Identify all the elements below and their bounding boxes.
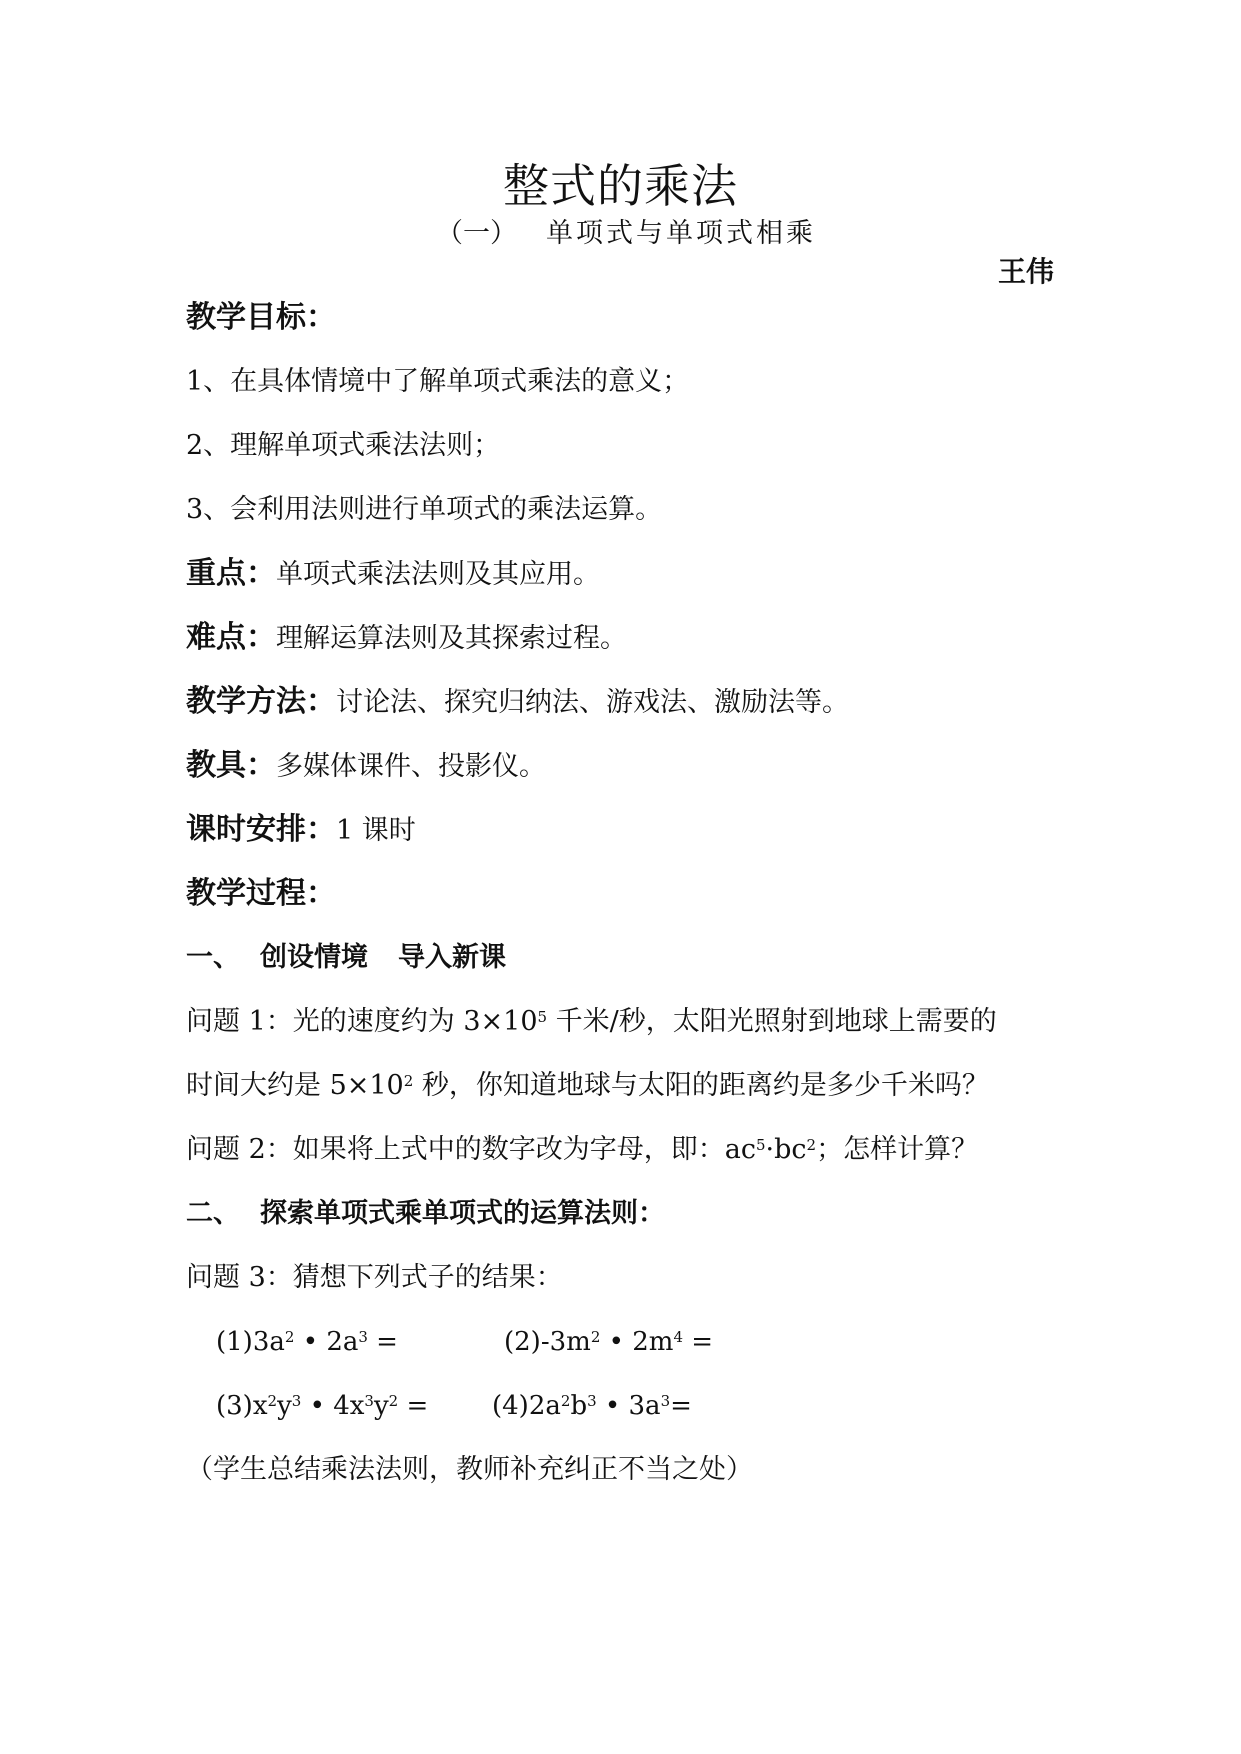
methods-label: 教学方法： xyxy=(186,684,336,719)
key-point xyxy=(186,556,600,593)
difficulty-label: 难点： xyxy=(186,620,276,655)
exercise-3-term-a2: y xyxy=(277,1391,292,1421)
difficulty-text: 理解运算法则及其探索过程。 xyxy=(276,623,627,654)
exercise-3-exponent-a2: 3 xyxy=(291,1392,302,1411)
exercise-4-term-a2: b xyxy=(570,1391,588,1421)
section-2-heading xyxy=(186,1196,665,1232)
exercise-3-term-b2: y xyxy=(373,1391,389,1421)
exercise-4 xyxy=(492,1388,692,1424)
exercise-3-exponent-b2: 2 xyxy=(388,1392,399,1411)
exercise-4-exponent-a: 2 xyxy=(560,1392,571,1411)
exercise-4-term-a: 2a xyxy=(528,1391,561,1421)
exercise-4-equals: = xyxy=(670,1391,692,1421)
question-2-exponent-a: 5 xyxy=(755,1136,766,1154)
difficulty xyxy=(186,620,627,657)
key-point-label: 重点： xyxy=(186,556,276,591)
exercise-1-dot: • xyxy=(294,1327,327,1357)
question-2-text-a: 问题 2：如果将上式中的数字改为字母，即：ac xyxy=(186,1134,756,1165)
exercise-3-term-a: x xyxy=(252,1391,268,1421)
section-1-heading xyxy=(186,940,506,976)
question-1-text-c: 时间大约是 5×10 xyxy=(186,1070,404,1101)
exercise-2-term-b: 2m xyxy=(632,1327,674,1357)
objective-item-3: 3、会利用法则进行单项式的乘法运算。 xyxy=(186,494,663,525)
exercise-3 xyxy=(216,1388,428,1424)
section-1-title-a: 创设情境 xyxy=(260,942,368,973)
exercise-3-exponent-b: 3 xyxy=(364,1392,374,1411)
question-2-exponent-b: 2 xyxy=(806,1136,817,1154)
objectives-heading: 教学目标： xyxy=(186,300,336,335)
section-1-title-b: 导入新课 xyxy=(398,942,506,973)
exercise-3-label: (3) xyxy=(216,1391,253,1421)
schedule xyxy=(186,812,416,849)
objective-item-1: 1、在具体情境中了解单项式乘法的意义； xyxy=(186,366,690,397)
exercise-1-equals: = xyxy=(367,1327,398,1357)
question-1-exponent-a: 5 xyxy=(537,1008,548,1026)
process-heading: 教学过程： xyxy=(186,876,336,911)
exercise-3-dot: • xyxy=(301,1391,334,1421)
question-2-text-c: ；怎样计算？ xyxy=(816,1134,979,1165)
question-1-text-b: 千米/秒，太阳光照射到地球上需要的 xyxy=(547,1006,997,1037)
document-title: 整式的乘法 xyxy=(503,159,738,213)
question-1-line-2 xyxy=(186,1068,989,1104)
subtitle-text: 单项式与单项式相乘 xyxy=(546,218,816,249)
summary-note: （学生总结乘法法则，教师补充纠正不当之处） xyxy=(186,1454,753,1485)
exercise-2 xyxy=(504,1324,713,1360)
section-1-number: 一、 xyxy=(186,942,240,973)
question-1-exponent-b: 2 xyxy=(403,1072,414,1090)
teaching-tools xyxy=(186,748,546,785)
author-name: 王伟 xyxy=(998,255,1055,288)
key-point-text: 单项式乘法法则及其应用。 xyxy=(276,559,600,590)
question-1-line-1 xyxy=(186,1004,997,1040)
question-2 xyxy=(186,1132,978,1168)
exercise-2-exponent-b: 4 xyxy=(673,1328,683,1347)
objective-item-2: 2、理解单项式乘法法则； xyxy=(186,430,501,461)
exercise-2-term-a: -3m xyxy=(540,1327,591,1357)
exercise-4-exponent-b: 3 xyxy=(660,1392,671,1411)
question-1-text-a: 问题 1：光的速度约为 3×10 xyxy=(186,1006,538,1037)
exercise-3-term-b: 4x xyxy=(333,1391,365,1421)
exercise-4-exponent-a2: 3 xyxy=(587,1392,597,1411)
exercise-2-exponent-a: 2 xyxy=(590,1328,601,1347)
subtitle xyxy=(436,216,816,252)
question-3: 问题 3：猜想下列式子的结果： xyxy=(186,1262,563,1293)
exercise-1-exponent-a: 2 xyxy=(284,1328,295,1347)
subtitle-number: （一） xyxy=(436,218,517,249)
exercise-3-equals: = xyxy=(398,1391,429,1421)
exercise-1-term-a: 3a xyxy=(252,1327,285,1357)
exercise-3-exponent-a: 2 xyxy=(267,1392,278,1411)
methods-text: 讨论法、探究归纳法、游戏法、激励法等。 xyxy=(336,687,849,718)
exercise-1 xyxy=(216,1324,398,1360)
tools-text: 多媒体课件、投影仪。 xyxy=(276,751,546,782)
exercise-1-term-b: 2a xyxy=(326,1327,359,1357)
schedule-text: 1 课时 xyxy=(336,815,416,846)
exercise-4-label: (4) xyxy=(492,1391,529,1421)
teaching-methods xyxy=(186,684,849,721)
exercise-2-dot: • xyxy=(600,1327,633,1357)
schedule-label: 课时安排： xyxy=(186,812,336,847)
tools-label: 教具： xyxy=(186,748,276,783)
exercise-2-label: (2) xyxy=(504,1327,541,1357)
question-1-text-d: 秒，你知道地球与太阳的距离约是多少千米吗？ xyxy=(413,1070,989,1101)
question-2-text-b: ·bc xyxy=(765,1134,807,1165)
exercise-1-label: (1) xyxy=(216,1327,253,1357)
exercise-4-dot: • xyxy=(596,1391,629,1421)
section-2-title: 探索单项式乘单项式的运算法则： xyxy=(260,1198,665,1229)
exercise-4-term-b: 3a xyxy=(628,1391,661,1421)
exercise-2-equals: = xyxy=(683,1327,714,1357)
section-2-number: 二、 xyxy=(186,1198,240,1229)
exercise-1-exponent-b: 3 xyxy=(358,1328,368,1347)
